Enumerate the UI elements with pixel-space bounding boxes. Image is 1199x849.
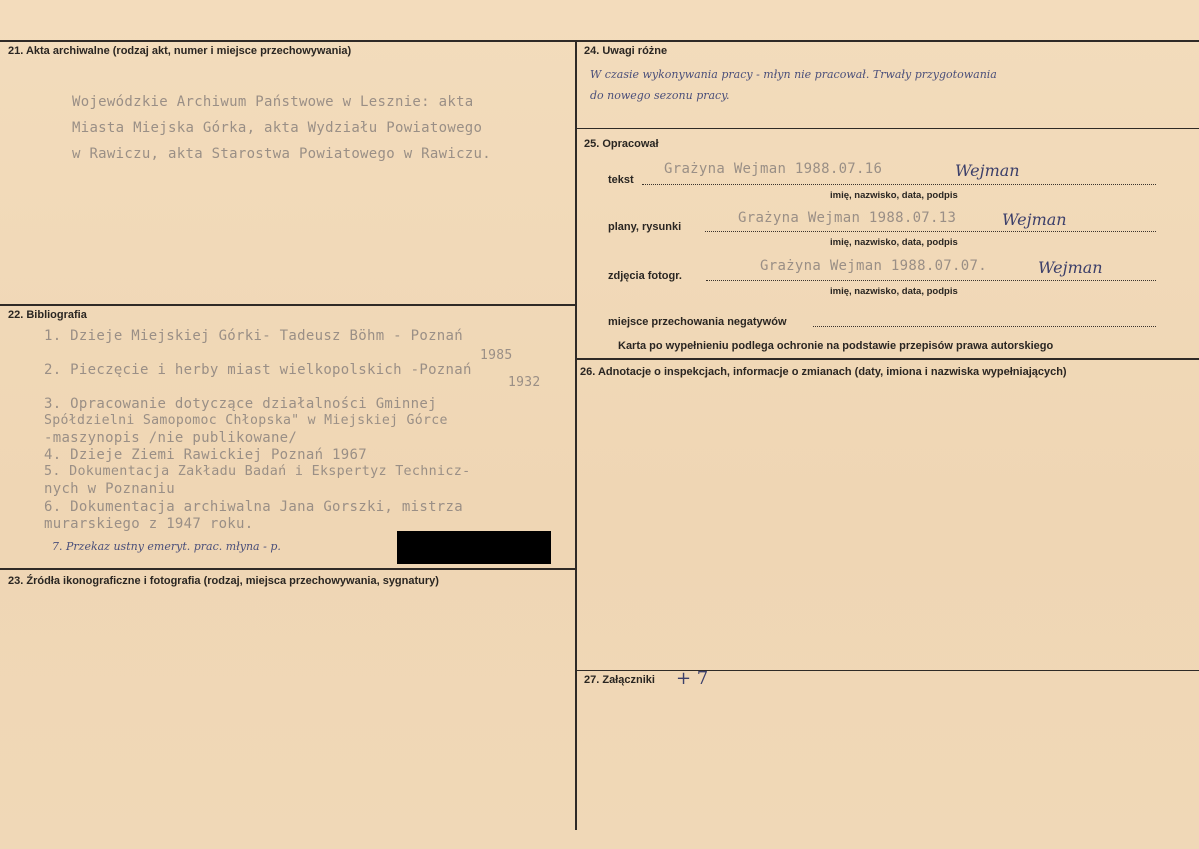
bib-item-3c: -maszynopis /nie publikowane/ bbox=[44, 430, 298, 446]
center-divider bbox=[575, 40, 577, 830]
negatywy-line bbox=[813, 326, 1156, 327]
bib-item-3b: Spółdzielni Samopomoc Chłopska" w Miejskiej Górce bbox=[44, 413, 448, 428]
bib-item-7-handwritten: 7. Przekaz ustny emeryt. prac. młyna - p. bbox=[52, 540, 281, 553]
right-rule-24-25 bbox=[576, 128, 1199, 129]
top-rule bbox=[0, 40, 1199, 42]
plany-label: plany, rysunki bbox=[608, 221, 682, 233]
bib-item-6b: murarskiego z 1947 roku. bbox=[44, 516, 254, 532]
section-23-label: 23. Źródła ikonograficzne i fotografia (rodzaj, miejsca przechowywania, sygnatury) bbox=[8, 575, 439, 587]
tekst-caption: imię, nazwisko, data, podpis bbox=[830, 190, 958, 201]
s21-line-3: w Rawiczu, akta Starostwa Powiatowego w Rawiczu. bbox=[72, 146, 491, 162]
bib-item-3a: 3. Opracowanie dotyczące działalności Gminnej bbox=[44, 396, 437, 412]
attachments-value: + 7 bbox=[676, 668, 709, 689]
s21-line-2: Miasta Miejska Górka, akta Wydziału Powiatowego bbox=[72, 120, 483, 136]
section-22-label: 22. Bibliografia bbox=[8, 309, 87, 321]
section-24-label: 24. Uwagi różne bbox=[584, 45, 668, 57]
section-26-label: 26. Adnotacje o inspekcjach, informacje o zmianach (daty, imiona i nazwiska wypełniających) bbox=[580, 366, 1067, 378]
s24-note-line-2: do nowego sezonu pracy. bbox=[590, 89, 730, 102]
signature-1: Wejman bbox=[955, 161, 1020, 180]
s21-line-1: Wojewódzkie Archiwum Państwowe w Lesznie: akta bbox=[72, 94, 474, 110]
zdjecia-line bbox=[706, 280, 1156, 281]
zdjecia-caption: imię, nazwisko, data, podpis bbox=[830, 286, 958, 297]
bib-item-5a: 5. Dokumentacja Zakładu Badań i Ekspertyz Technicz- bbox=[44, 464, 471, 479]
bib-item-1: 1. Dzieje Miejskiej Górki- Tadeusz Böhm - Poznań bbox=[44, 328, 463, 344]
bib-item-4: 4. Dzieje Ziemi Rawickiej Poznań 1967 bbox=[44, 447, 367, 463]
tekst-label: tekst bbox=[608, 174, 634, 186]
section-21-label: 21. Akta archiwalne (rodzaj akt, numer i miejsce przechowywania) bbox=[8, 45, 352, 57]
zdjecia-label: zdjęcia fotogr. bbox=[608, 270, 682, 282]
copyright-note: Karta po wypełnieniu podlega ochronie na podstawie przepisów prawa autorskiego bbox=[618, 340, 1054, 352]
tekst-value: Grażyna Wejman 1988.07.16 bbox=[664, 161, 883, 177]
section-25-label: 25. Opracował bbox=[584, 138, 659, 150]
bib-year-2: 1932 bbox=[508, 375, 541, 390]
left-rule-21-22 bbox=[0, 304, 576, 306]
redaction-bar bbox=[397, 531, 551, 564]
left-rule-22-23 bbox=[0, 568, 576, 570]
negatywy-label: miejsce przechowania negatywów bbox=[608, 316, 787, 328]
bib-item-5b: nych w Poznaniu bbox=[44, 481, 175, 497]
right-rule-25-26 bbox=[576, 358, 1199, 360]
section-27-label: 27. Załączniki bbox=[584, 674, 655, 686]
plany-caption: imię, nazwisko, data, podpis bbox=[830, 237, 958, 248]
zdjecia-value: Grażyna Wejman 1988.07.07. bbox=[760, 258, 987, 274]
plany-line bbox=[705, 231, 1156, 232]
signature-3: Wejman bbox=[1038, 258, 1103, 277]
s24-note-line-1: W czasie wykonywania pracy - młyn nie pracował. Trwały przygotowania bbox=[590, 68, 997, 81]
tekst-line bbox=[642, 184, 1156, 185]
signature-2: Wejman bbox=[1002, 210, 1067, 229]
bib-item-2: 2. Pieczęcie i herby miast wielkopolskich -Poznań bbox=[44, 362, 472, 378]
right-rule-26-27 bbox=[576, 670, 1199, 671]
bib-year-1: 1985 bbox=[480, 348, 513, 363]
bib-item-6a: 6. Dokumentacja archiwalna Jana Gorszki, mistrza bbox=[44, 499, 463, 515]
plany-value: Grażyna Wejman 1988.07.13 bbox=[738, 210, 957, 226]
